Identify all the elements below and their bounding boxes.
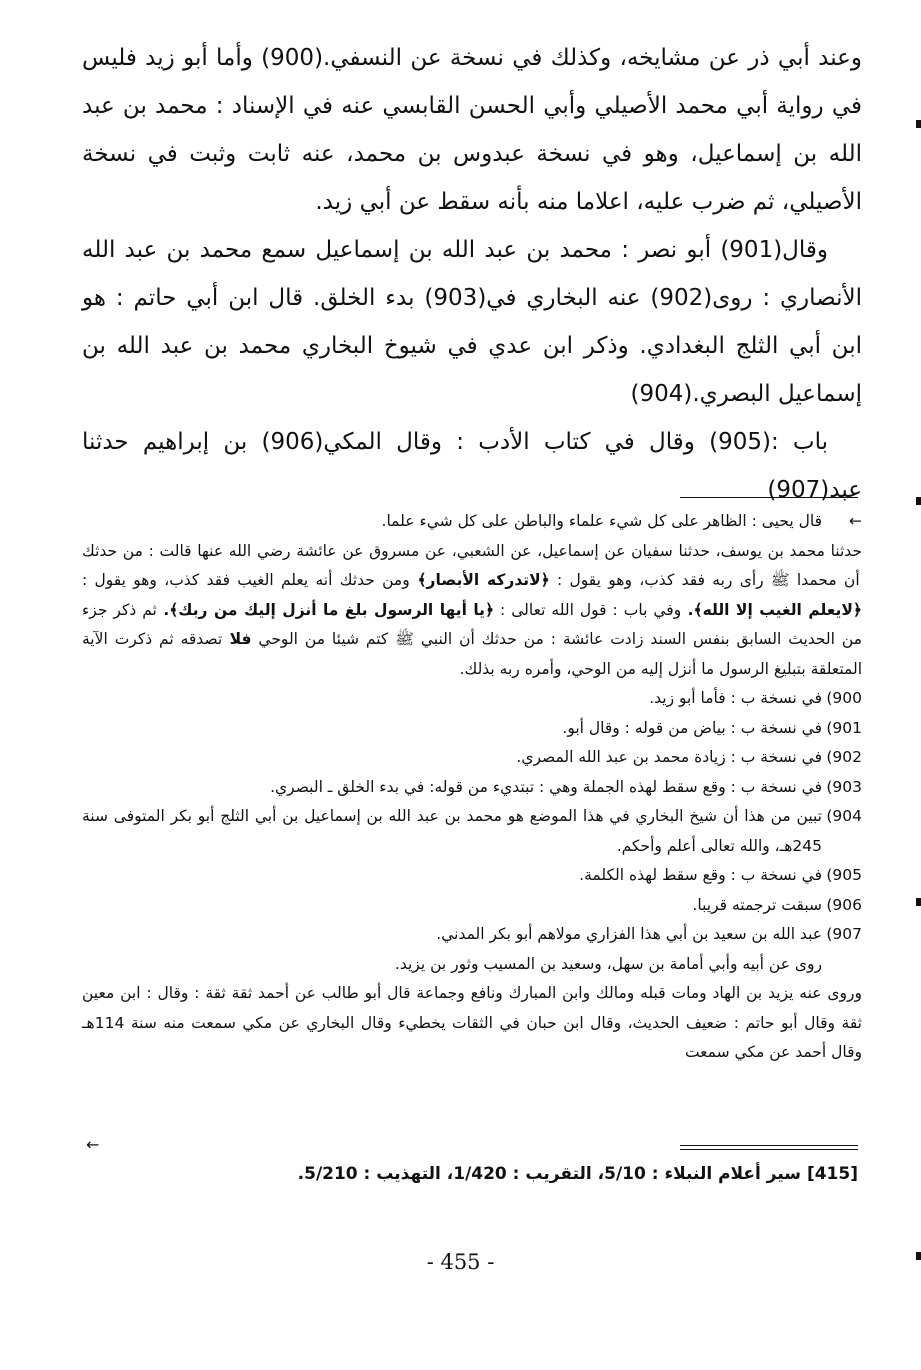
margin-mark <box>916 120 921 128</box>
main-text <box>82 34 862 514</box>
footnote-number: 904) <box>826 807 862 825</box>
page-number: - 455 - <box>426 1250 495 1274</box>
continuation-arrow-icon: ← <box>849 512 862 530</box>
footnote-text: في نسخة ب : وقع سقط لهذه الجملة وهي : تبتديء من قوله: في بدء الخلق ـ البصري. <box>270 777 822 796</box>
quran-quote: ﴿يا أيها الرسول بلغ ما أنزل إليك من ربك﴾. <box>156 600 495 619</box>
footnote-number: 906) <box>826 895 862 914</box>
main-paragraph-2: وقال(901) أبو نصر : محمد بن عبد الله بن إسماعيل سمع محمد بن عبد الله الأنصاري : روى(902) عنه البخاري في(903) بدء الخلق. قال ابن أبي حاتم : هو ابن أبي الثلج البغدادي. وذكر ابن عدي في شيوخ البخاري محمد بن عبد الله بن إسماعيل البصري.(904) <box>82 237 862 407</box>
footnote-907-line: وروى عنه يزيد بن الهاد ومات قبله ومالك وابن المبارك ونافع وجماعة قال أبو طالب عن أحمد ثقة ثقة : وقال : ابن معين ثقة وقال أبو حاتم : ضعيف الحديث، وقال ابن حبان في الثقات يخطيء وقال البخاري عن مكي سمعت منه سنة 114هـ وقال أحمد عن مكي سمعت <box>82 984 862 1061</box>
footnote-item <box>82 714 862 744</box>
footnote-item <box>82 920 862 950</box>
double-separator <box>680 1145 858 1150</box>
main-paragraph-3: باب :(905) وقال في كتاب الأدب : وقال المكي(906) بن إبراهيم حدثنا عبد(907) <box>82 429 862 503</box>
footnote-item <box>82 802 862 861</box>
footnote-text: في نسخة ب : وقع سقط لهذه الكلمة. <box>579 866 822 884</box>
margin-mark <box>916 1252 921 1260</box>
footnote-line: حدثنا محمد بن يوسف، حدثنا سفيان عن إسماعيل، عن الشعبي، عن مسروق عن عائشة رضي الله عنها قالت : من حدثك أن محمدا ﷺ رأى ربه فقد كذب، وهو يقول : <box>82 541 862 589</box>
biography-references: [415] سير أعلام النبلاء : 5/10، التقريب : 1/420، التهذيب : 5/210. <box>297 1164 858 1184</box>
footnote-line: تصدقه ثم ذكرت الآية المتعلقة بتبليغ الرسول ما أنزل إليه من الوحي، وأمره ربه بذلك. <box>82 630 862 678</box>
continues-arrow-icon: ← <box>86 1135 100 1154</box>
footnotes <box>82 507 862 1068</box>
footnote-continuation-text <box>82 537 862 685</box>
footnote-line: وفي باب : قول الله تعالى : <box>494 600 682 619</box>
footnote-907-line: روى عن أبيه وأبي أمامة بن سهل، وسعيد بن المسيب وثور بن يزيد. <box>394 954 822 973</box>
footnote-number: 902) <box>826 748 862 766</box>
footnote-text: في نسخة ب : بياض من قوله : وقال أبو. <box>562 718 822 737</box>
footnote-number: 901) <box>826 718 862 737</box>
footnote-bold-word: فلا <box>222 630 252 648</box>
footnote-number: 907) <box>826 925 862 943</box>
footnote-continuation <box>82 507 862 537</box>
main-paragraph-1: وعند أبي ذر عن مشايخه، وكذلك في نسخة عن النسفي.(900) وأما أبو زيد فليس في رواية أبي محمد الأصيلي وأبي الحسن القابسي عنه في الإسناد : محمد بن عبد الله بن إسماعيل، وهو في نسخة عبدوس بن محمد، عنه ثابت وثبت في نسخة الأصيلي، ثم ضرب عليه، اعلاما منه بأنه سقط عن أبي زيد. <box>82 45 863 215</box>
footnote-line: قال يحيى : الظاهر على كل شيء علماء والباطن على كل شيء علما. <box>381 512 822 530</box>
footnote-text: في نسخة ب : فأما أبو زيد. <box>649 689 822 707</box>
footnote-text: تبين من هذا أن شيخ البخاري في هذا الموضع هو محمد بن عبد الله بن إسماعيل بن أبي الثلج أبو بكر المتوفى سنة 245هـ، والله تعالى أعلم وأحكم. <box>82 807 822 855</box>
footnote-number: 900) <box>826 689 862 707</box>
margin-mark <box>916 497 921 505</box>
quran-quote: ﴿لاتدركه الأبصار﴾ <box>409 571 550 589</box>
footnote-line: ثم ذكر جزء من الحديث السابق بنفس السند زادت عائشة : من حدثك أن النبي ﷺ كتم شيئا من الوحي <box>82 600 862 648</box>
footnote-text: سبقت ترجمته قريبا. <box>692 895 822 914</box>
footnote-item <box>82 684 862 714</box>
quran-quote: ﴿لايعلم الغيب إلا الله﴾. <box>681 600 862 619</box>
footnote-separator <box>680 497 858 498</box>
footnote-text: عبد الله بن سعيد بن أبي هذا الفزاري مولاهم أبو بكر المدني. <box>436 925 822 943</box>
margin-mark <box>916 898 921 906</box>
footnote-line: ومن حدثك أنه يعلم الغيب فقد كذب، وهو يقول : <box>82 571 410 589</box>
footnote-number: 905) <box>826 866 862 884</box>
footnote-item <box>82 861 862 891</box>
footnote-item <box>82 891 862 921</box>
footnote-item <box>82 743 862 773</box>
footnote-text: في نسخة ب : زيادة محمد بن عبد الله المصري. <box>516 748 822 766</box>
footnote-number: 903) <box>826 777 862 796</box>
footnote-item <box>82 773 862 803</box>
